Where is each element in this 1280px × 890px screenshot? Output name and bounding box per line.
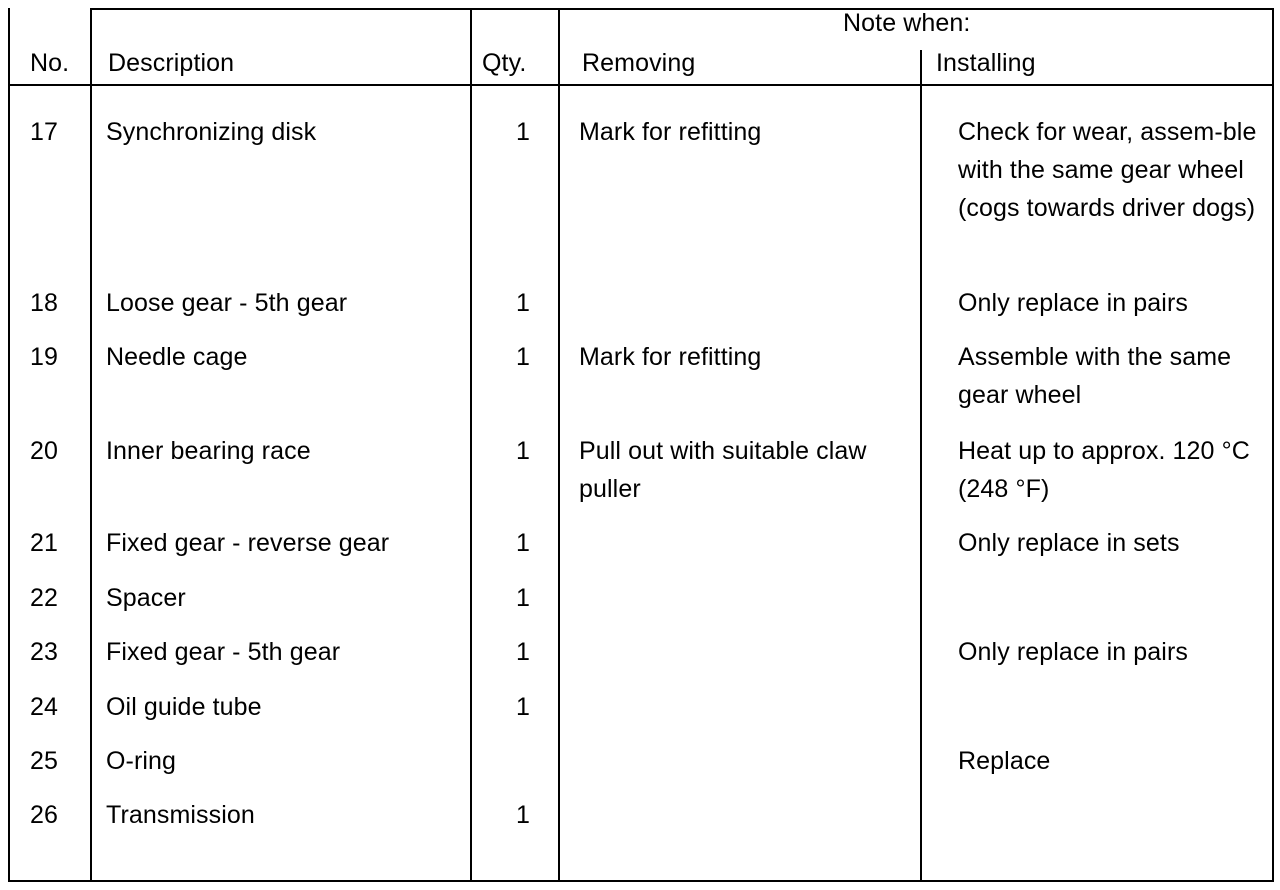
- row-installing: Only replace in pairs: [958, 638, 1188, 666]
- row-description: Synchronizing disk: [106, 118, 317, 146]
- table-border-top: [90, 8, 1274, 10]
- row-no: 22: [30, 584, 59, 612]
- row-installing: Only replace in sets: [958, 529, 1180, 557]
- row-qty: 1: [515, 693, 530, 721]
- row-description: Transmission: [106, 801, 255, 829]
- row-description: O-ring: [106, 747, 177, 775]
- row-qty: 1: [515, 638, 530, 666]
- column-divider-removing: [920, 50, 922, 882]
- header-description: Description: [108, 49, 235, 77]
- row-installing: Only replace in pairs: [958, 289, 1188, 317]
- header-qty: Qty.: [482, 49, 527, 77]
- row-no: 18: [30, 289, 59, 317]
- row-no: 24: [30, 693, 59, 721]
- column-divider-no: [90, 8, 92, 882]
- row-no: 23: [30, 638, 59, 666]
- header-removing: Removing: [582, 49, 696, 77]
- row-installing: Check for wear, assem-ble with the same gear wheel (cogs towards driver dogs): [958, 118, 1257, 222]
- row-qty: 1: [515, 584, 530, 612]
- header-installing: Installing: [936, 49, 1036, 77]
- row-no: 20: [30, 437, 59, 465]
- row-description: Fixed gear - 5th gear: [106, 638, 341, 666]
- row-description: Oil guide tube: [106, 693, 262, 721]
- header-note-when: Note when:: [843, 9, 971, 37]
- table-border-right: [1272, 8, 1274, 882]
- row-no: 26: [30, 801, 59, 829]
- row-description: Needle cage: [106, 343, 248, 371]
- column-divider-qty: [558, 8, 560, 882]
- row-qty: 1: [515, 289, 530, 317]
- row-removing: Pull out with suitable claw puller: [579, 437, 867, 503]
- column-divider-description: [470, 8, 472, 882]
- header-no: No.: [30, 49, 70, 77]
- table-border-left: [8, 8, 10, 882]
- row-description: Loose gear - 5th gear: [106, 289, 348, 317]
- row-description: Fixed gear - reverse gear: [106, 529, 390, 557]
- row-qty: 1: [515, 801, 530, 829]
- row-qty: 1: [515, 118, 530, 146]
- header-separator: [8, 84, 1274, 86]
- row-description: Spacer: [106, 584, 186, 612]
- row-installing: Assemble with the same gear wheel: [958, 343, 1232, 409]
- row-no: 25: [30, 747, 59, 775]
- row-no: 21: [30, 529, 59, 557]
- row-removing: Mark for refitting: [579, 118, 762, 146]
- row-qty: 1: [515, 437, 530, 465]
- table-border-bottom: [8, 880, 1274, 882]
- row-description: Inner bearing race: [106, 437, 311, 465]
- row-removing: Mark for refitting: [579, 343, 762, 371]
- row-installing: Replace: [958, 747, 1051, 775]
- row-installing: Heat up to approx. 120 °C (248 °F): [958, 437, 1250, 503]
- row-qty: 1: [515, 343, 530, 371]
- row-no: 17: [30, 118, 59, 146]
- row-no: 19: [30, 343, 59, 371]
- row-qty: 1: [515, 529, 530, 557]
